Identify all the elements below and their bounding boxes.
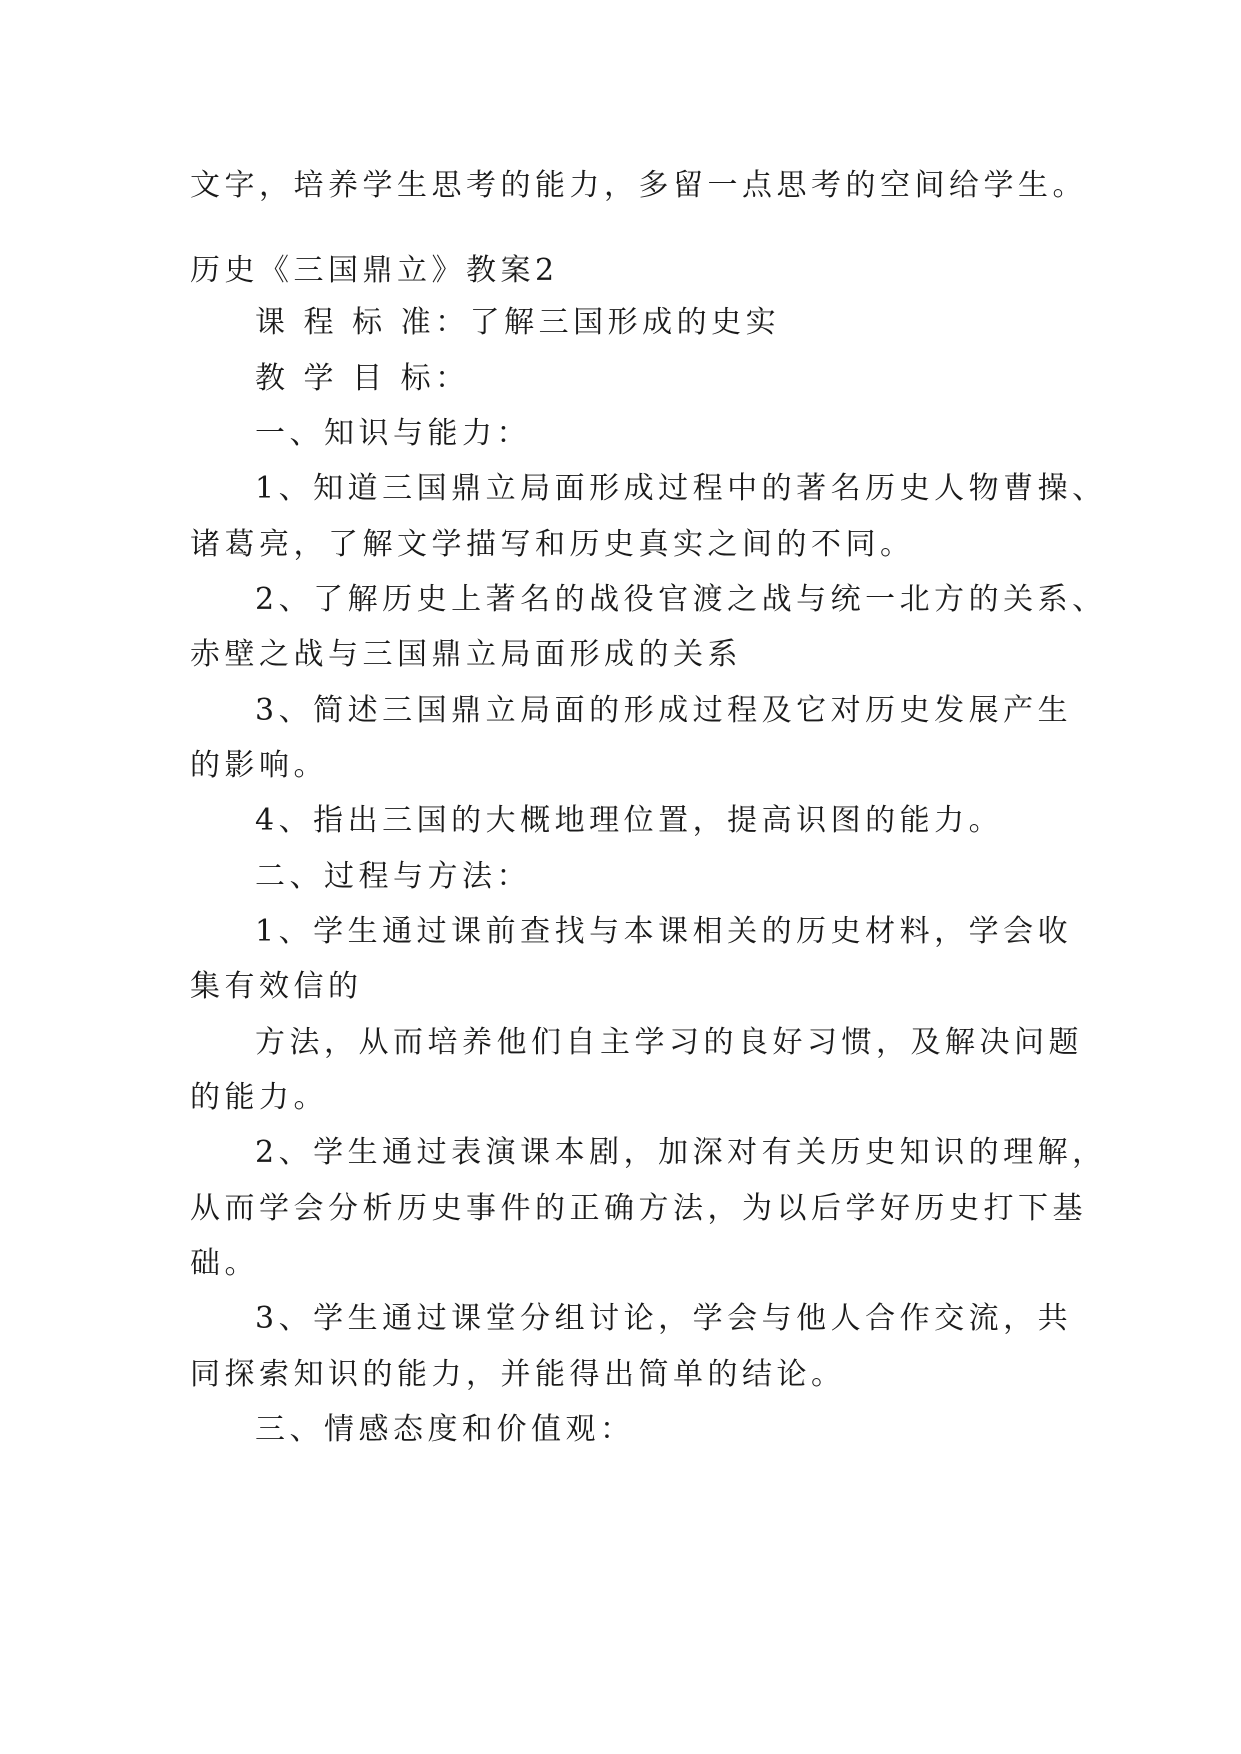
paragraph-line: 的影响。 xyxy=(190,748,328,783)
paragraph-line: 3、学生通过课堂分组讨论，学会与他人合作交流，共 xyxy=(255,1301,1073,1336)
paragraph-line: 同探索知识的能力，并能得出简单的结论。 xyxy=(190,1357,846,1392)
course-standard: 课 程 标 准：了解三国形成的史实 xyxy=(255,305,781,340)
paragraph-line: 文字，培养学生思考的能力，多留一点思考的空间给学生。 xyxy=(190,168,1087,203)
paragraph-line: 从而学会分析历史事件的正确方法，为以后学好历史打下基 xyxy=(190,1191,1087,1226)
paragraph-line: 础。 xyxy=(190,1246,259,1281)
paragraph-line: 集有效信的 xyxy=(190,969,363,1004)
paragraph-line: 2、了解历史上著名的战役官渡之战与统一北方的关系、 xyxy=(255,582,1107,617)
subsection-heading: 二、过程与方法： xyxy=(255,859,531,894)
subsection-heading: 一、知识与能力： xyxy=(255,416,531,451)
paragraph-line: 1、知道三国鼎立局面形成过程中的著名历史人物曹操、 xyxy=(255,471,1107,506)
paragraph-line: 4、指出三国的大概地理位置，提高识图的能力。 xyxy=(255,803,1004,838)
paragraph-line: 1、学生通过课前查找与本课相关的历史材料，学会收 xyxy=(255,914,1073,949)
paragraph-line: 方法，从而培养他们自主学习的良好习惯，及解决问题 xyxy=(255,1025,1083,1060)
subsection-heading: 三、情感态度和价值观： xyxy=(255,1412,635,1447)
paragraph-line: 3、简述三国鼎立局面的形成过程及它对历史发展产生 xyxy=(255,693,1073,728)
paragraph-line: 赤壁之战与三国鼎立局面形成的关系 xyxy=(190,637,742,672)
paragraph-line: 诸葛亮，了解文学描写和历史真实之间的不同。 xyxy=(190,527,915,562)
teaching-goals-heading: 教 学 目 标： xyxy=(255,361,470,396)
section-heading: 历史《三国鼎立》教案2 xyxy=(190,253,559,288)
paragraph-line: 的能力。 xyxy=(190,1080,328,1115)
paragraph-line: 2、学生通过表演课本剧，加深对有关历史知识的理解， xyxy=(255,1135,1107,1170)
